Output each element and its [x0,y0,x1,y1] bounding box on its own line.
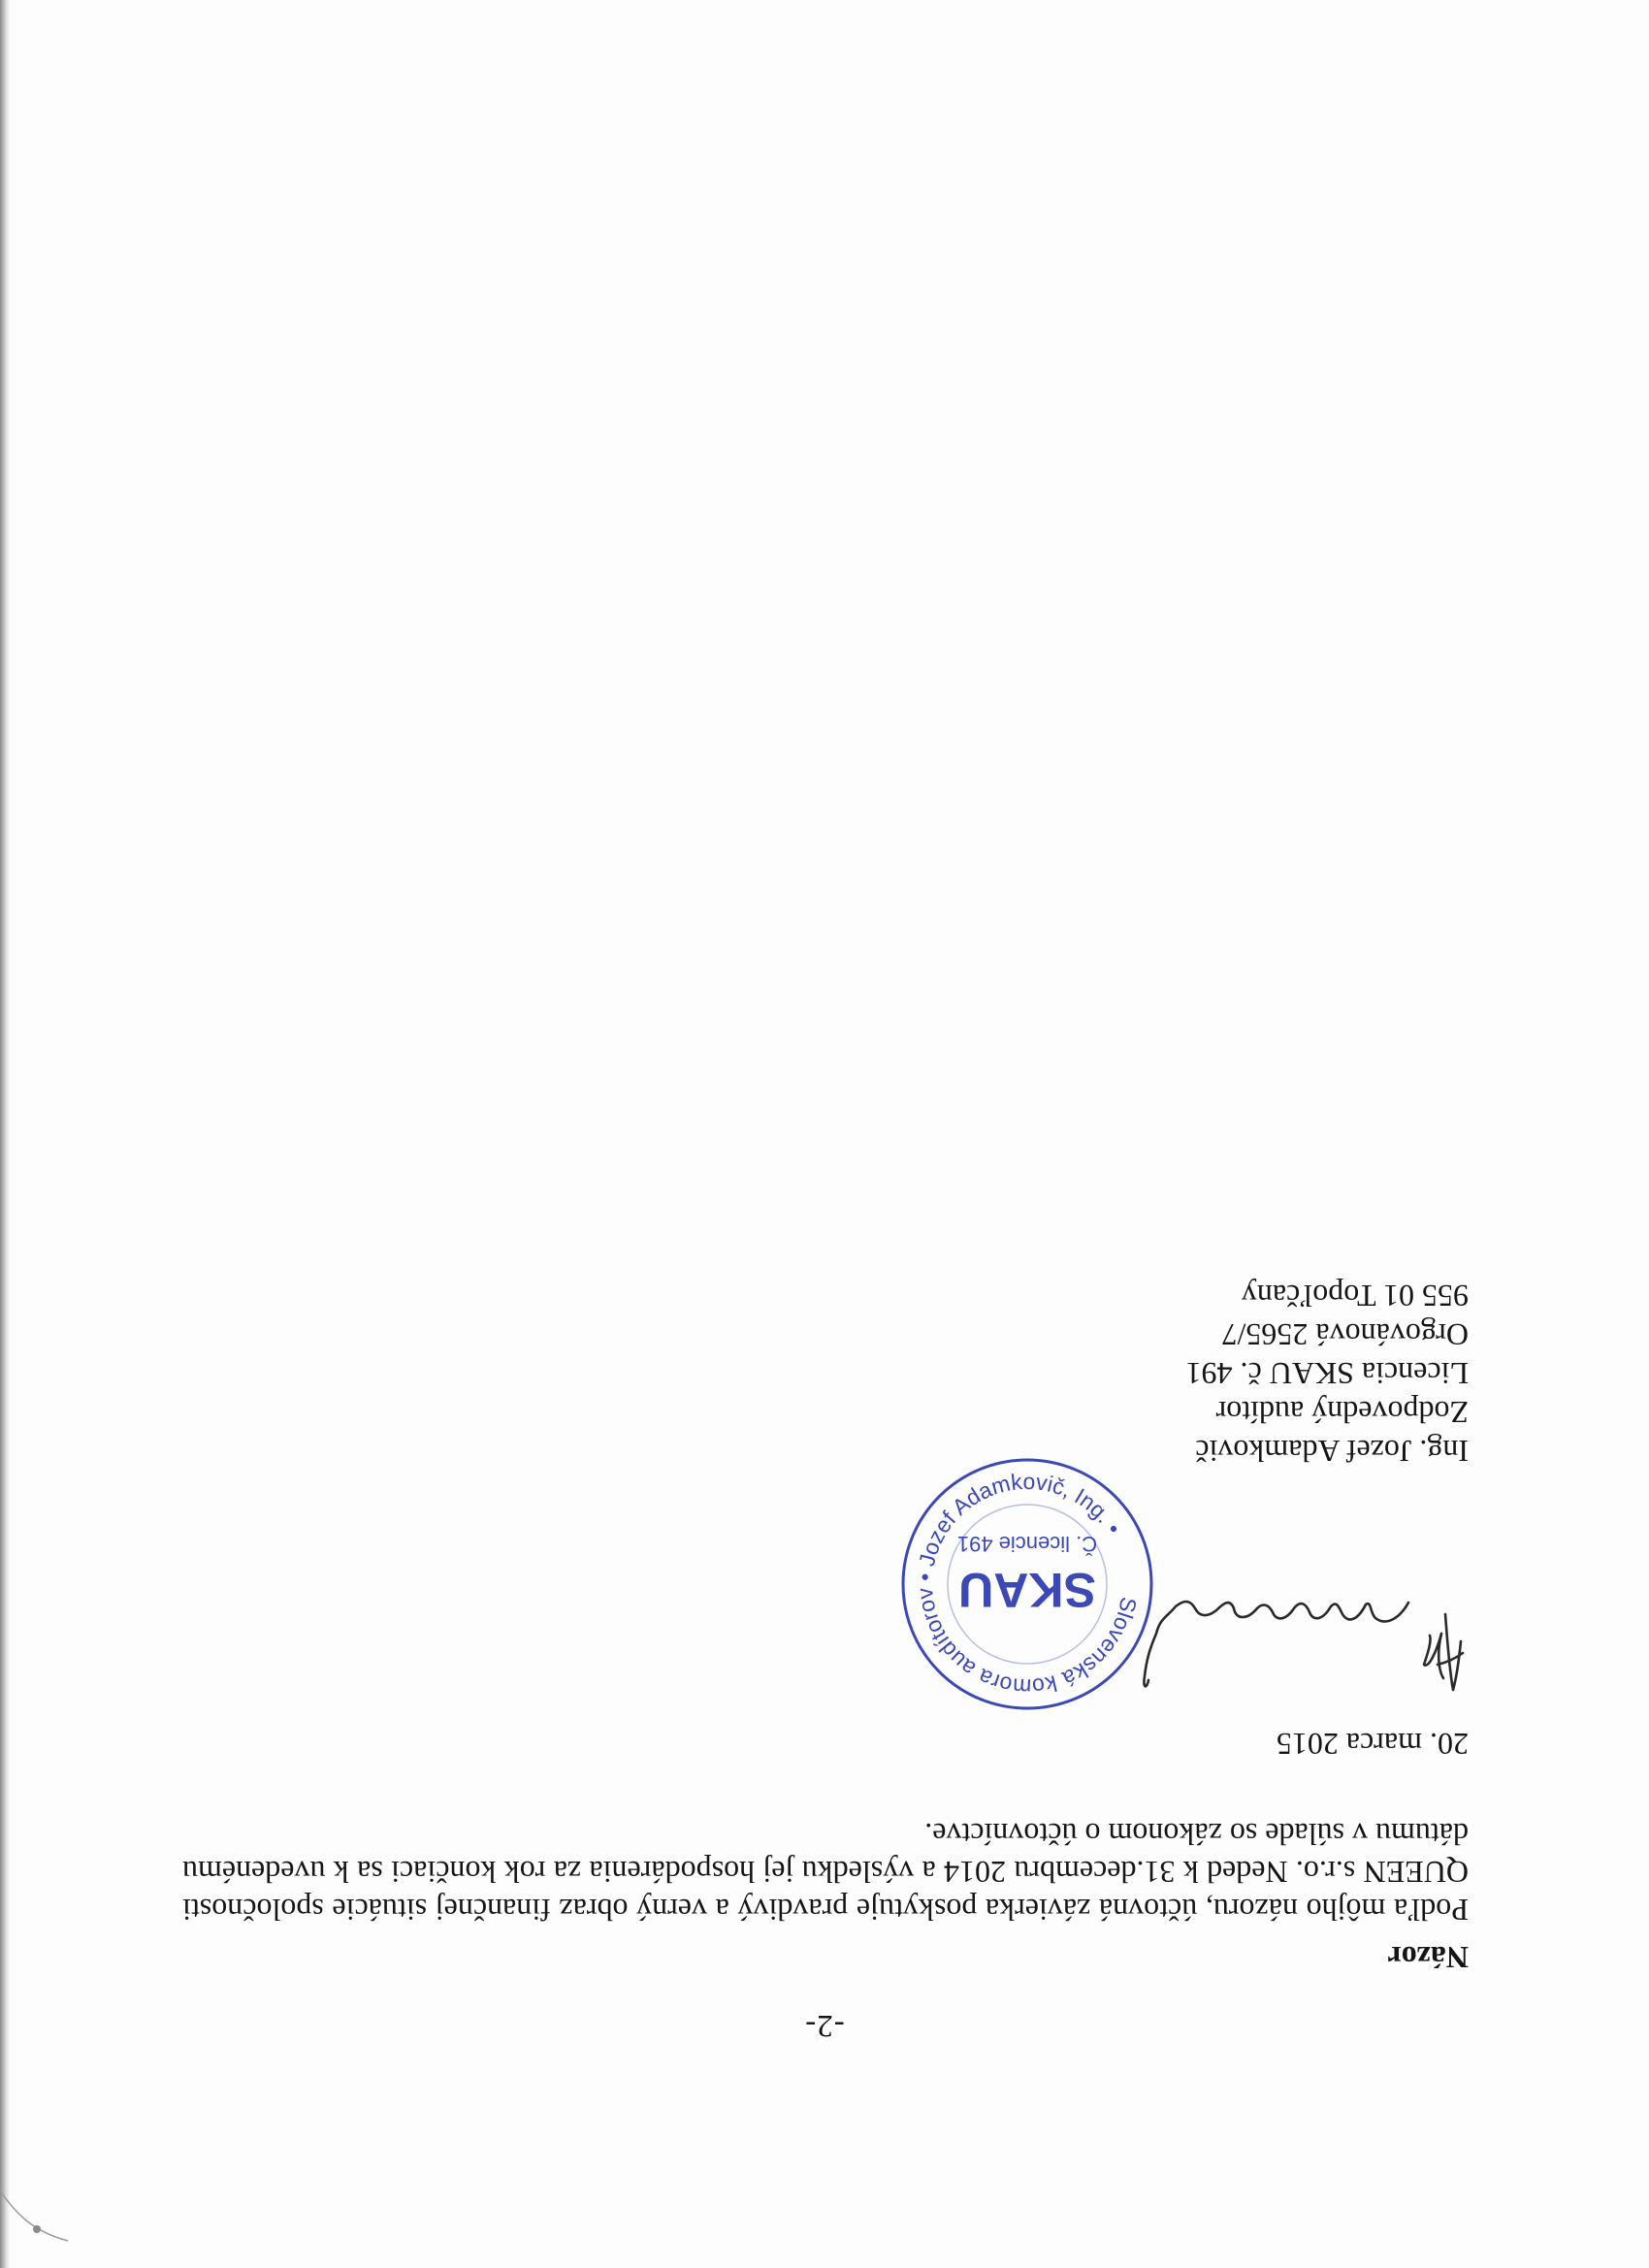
stamp-ring-text: Slovenská komora audítorov • Jozef Adamkovič, Ing. • [911,1468,1143,1701]
auditor-role: Zodpovedný audítor [1215,1395,1469,1430]
auditor-license: Licencia SKAU č. 491 [1185,1356,1469,1391]
auditor-stamp [896,1453,1158,1715]
auditor-city: 955 01 Topoľčany [1241,1279,1469,1313]
stamp-license-number: Č. licencie 491 [956,1532,1098,1556]
report-date: 20. marca 2015 [1276,1727,1469,1762]
auditor-name: Ing. Jozef Adamkovič [1195,1434,1469,1469]
section-heading: Názor [1387,1940,1469,1975]
skau-logo: SKAU [958,1563,1096,1617]
page-corner-curl [0,2132,155,2268]
opinion-paragraph: Podľa môjho názoru, účtovná závierka poskytuje pravdivý a verný obraz finančnej situácie spoločnosti QUEEN s.r.o. Neded k 31.decembru 2014 a výsledku jej hospodárenia za rok končiaci sa k uvedenému dátumu v súlade so zákonom o účtovníctve. [182,1817,1469,1928]
auditor-street: Orgovánová 2565/7 [1221,1317,1469,1352]
auditor-block [1186,1277,1469,1471]
page-number: -2- [804,2008,845,2043]
